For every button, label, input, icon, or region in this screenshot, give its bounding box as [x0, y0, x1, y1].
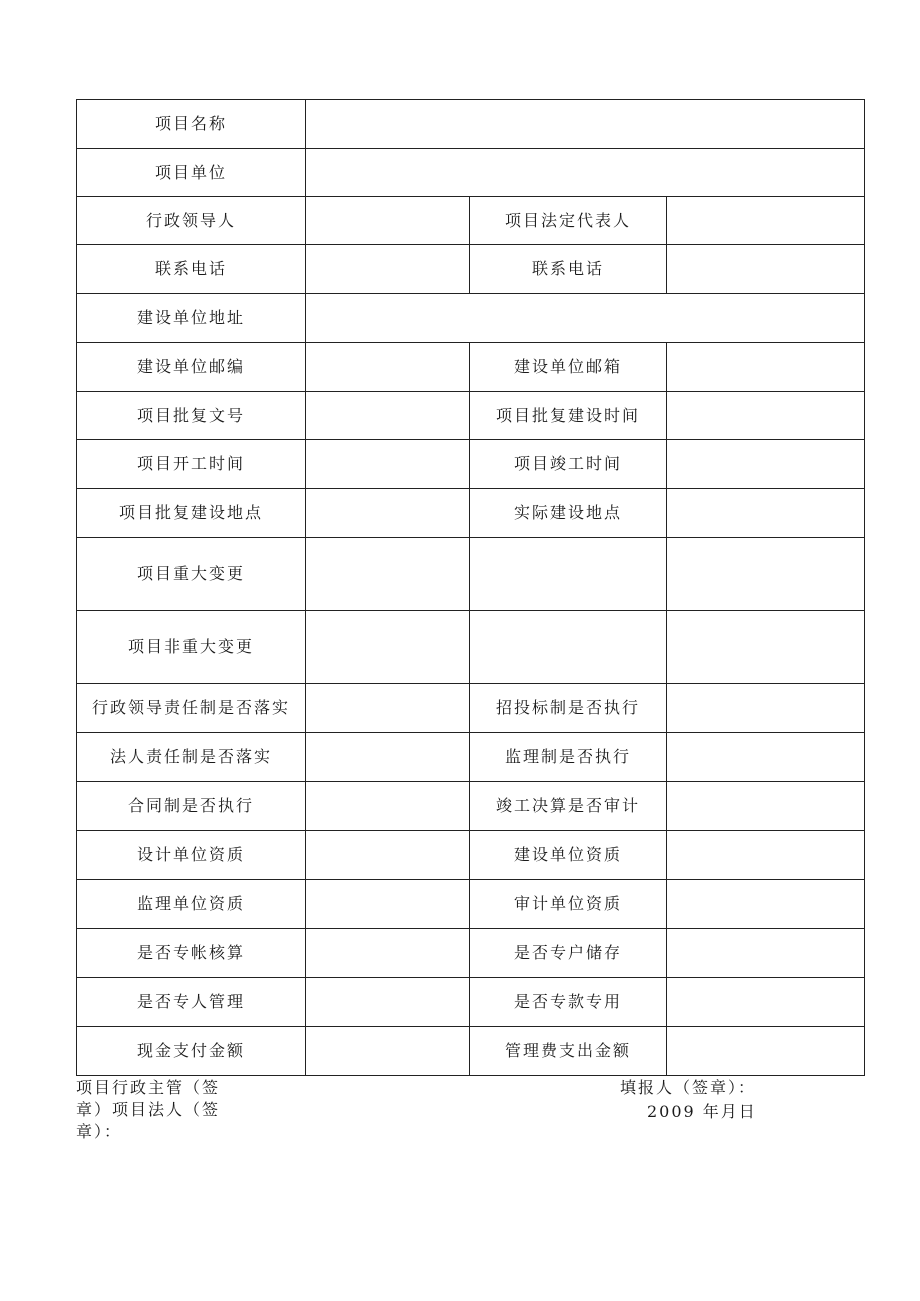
- form-label: 实际建设地点: [470, 489, 667, 538]
- table-row: [77, 149, 865, 197]
- table-row: [77, 978, 865, 1027]
- admin-supervisor-signature-label: 项目行政主管（签: [76, 1078, 221, 1097]
- form-label: 设计单位资质: [77, 831, 306, 880]
- form-label: 项目批复文号: [77, 392, 306, 440]
- table-row: [77, 929, 865, 978]
- date-label: 2009 年月日: [647, 1102, 757, 1121]
- form-label: 项目法定代表人: [470, 197, 667, 245]
- form-label: 项目非重大变更: [77, 611, 306, 684]
- table-row: [77, 489, 865, 538]
- table-row: [77, 392, 865, 440]
- actual-location-field[interactable]: [667, 489, 865, 538]
- dedicated-account-field[interactable]: [667, 929, 865, 978]
- table-row: [77, 880, 865, 929]
- form-label: 项目开工时间: [77, 440, 306, 489]
- start-time-field[interactable]: [306, 440, 470, 489]
- table-row: [77, 782, 865, 831]
- table-row: [77, 440, 865, 489]
- email-field[interactable]: [667, 343, 865, 392]
- form-label: 竣工决算是否审计: [470, 782, 667, 831]
- table-row: [77, 245, 865, 294]
- form-label: 监理制是否执行: [470, 733, 667, 782]
- table-row: [77, 684, 865, 733]
- management-fee-field[interactable]: [667, 1027, 865, 1076]
- project-name-field[interactable]: [306, 100, 865, 149]
- table-row: [77, 100, 865, 149]
- form-label: 联系电话: [77, 245, 306, 294]
- form-label: 联系电话: [470, 245, 667, 294]
- legal-responsibility-field[interactable]: [306, 733, 470, 782]
- form-label: 建设单位邮箱: [470, 343, 667, 392]
- representative-phone-field[interactable]: [667, 245, 865, 294]
- admin-leader-field[interactable]: [306, 197, 470, 245]
- project-unit-field[interactable]: [306, 149, 865, 197]
- table-row: [77, 831, 865, 880]
- table-row: [77, 343, 865, 392]
- completion-time-field[interactable]: [667, 440, 865, 489]
- form-label: 项目单位: [77, 149, 306, 197]
- legal-representative-field[interactable]: [667, 197, 865, 245]
- major-change-extra-field[interactable]: [470, 538, 667, 611]
- construction-qualification-field[interactable]: [667, 831, 865, 880]
- table-row: [77, 733, 865, 782]
- form-label: 现金支付金额: [77, 1027, 306, 1076]
- form-label: 行政领导责任制是否落实: [77, 684, 306, 733]
- form-label: 项目重大变更: [77, 538, 306, 611]
- form-label: 是否专款专用: [470, 978, 667, 1027]
- minor-change-field[interactable]: [306, 611, 470, 684]
- bidding-field[interactable]: [667, 684, 865, 733]
- form-label: 项目批复建设地点: [77, 489, 306, 538]
- approval-number-field[interactable]: [306, 392, 470, 440]
- audit-qualification-field[interactable]: [667, 880, 865, 929]
- table-row: [77, 1027, 865, 1076]
- legal-person-signature-label: 章）项目法人（签: [76, 1100, 221, 1119]
- supervision-qualification-field[interactable]: [306, 880, 470, 929]
- contract-field[interactable]: [306, 782, 470, 831]
- form-label: 建设单位资质: [470, 831, 667, 880]
- form-label: 建设单位邮编: [77, 343, 306, 392]
- form-label: 管理费支出金额: [470, 1027, 667, 1076]
- form-label: 招投标制是否执行: [470, 684, 667, 733]
- form-label: 建设单位地址: [77, 294, 306, 343]
- minor-change-extra-field[interactable]: [470, 611, 667, 684]
- signature-block-left: [76, 1077, 220, 1143]
- approved-location-field[interactable]: [306, 489, 470, 538]
- filler-signature-label: 填报人（签章）：: [620, 1078, 757, 1097]
- dedicated-manager-field[interactable]: [306, 978, 470, 1027]
- table-row: [77, 294, 865, 343]
- project-info-form-table: [76, 99, 865, 1076]
- form-label: 项目批复建设时间: [470, 392, 667, 440]
- form-label: 项目竣工时间: [470, 440, 667, 489]
- table-row: [77, 538, 865, 611]
- cash-payment-field[interactable]: [306, 1027, 470, 1076]
- form-label: 项目名称: [77, 100, 306, 149]
- admin-responsibility-field[interactable]: [306, 684, 470, 733]
- major-change-extra-field-2[interactable]: [667, 538, 865, 611]
- form-label: 监理单位资质: [77, 880, 306, 929]
- dedicated-accounting-field[interactable]: [306, 929, 470, 978]
- supervision-field[interactable]: [667, 733, 865, 782]
- form-label: 是否专户储存: [470, 929, 667, 978]
- table-row: [77, 611, 865, 684]
- leader-phone-field[interactable]: [306, 245, 470, 294]
- table-row: [77, 197, 865, 245]
- form-label: 审计单位资质: [470, 880, 667, 929]
- signature-label-continuation: 章）：: [76, 1122, 123, 1141]
- form-label: 合同制是否执行: [77, 782, 306, 831]
- approval-time-field[interactable]: [667, 392, 865, 440]
- audit-field[interactable]: [667, 782, 865, 831]
- design-qualification-field[interactable]: [306, 831, 470, 880]
- form-label: 法人责任制是否落实: [77, 733, 306, 782]
- major-change-field[interactable]: [306, 538, 470, 611]
- postal-code-field[interactable]: [306, 343, 470, 392]
- dedicated-funds-field[interactable]: [667, 978, 865, 1027]
- form-label: 是否专帐核算: [77, 929, 306, 978]
- form-label: 是否专人管理: [77, 978, 306, 1027]
- minor-change-extra-field-2[interactable]: [667, 611, 865, 684]
- form-label: 行政领导人: [77, 197, 306, 245]
- construction-unit-address-field[interactable]: [306, 294, 865, 343]
